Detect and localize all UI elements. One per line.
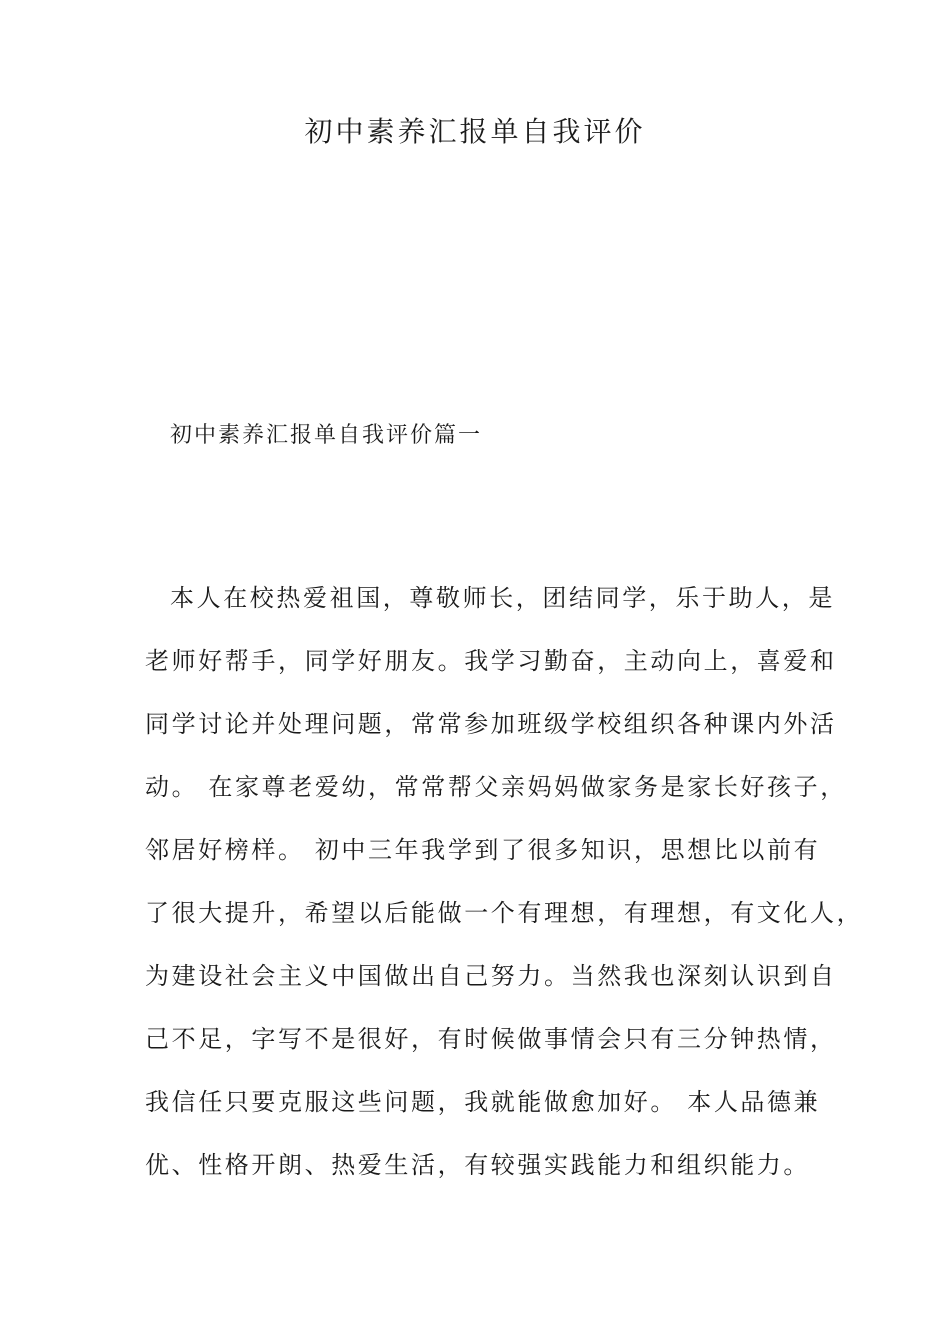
paragraph-line-2: 老师好帮手，同学好朋友。我学习勤奋，主动向上，喜爱和 bbox=[145, 647, 837, 675]
paragraph-line-8: 己不足，字写不是很好，有时候做事情会只有三分钟热情， bbox=[145, 1025, 837, 1053]
document-title: 初中素养汇报单自我评价 bbox=[304, 115, 646, 148]
paragraph-line-6: 了很大提升，希望以后能做一个有理想，有理想，有文化人， bbox=[145, 899, 864, 927]
paragraph-line-5: 邻居好榜样。 初中三年我学到了很多知识，思想比以前有 bbox=[145, 836, 821, 864]
paragraph-line-7: 为建设社会主义中国做出自己努力。当然我也深刻认识到自 bbox=[145, 962, 837, 990]
paragraph-line-4: 动。 在家尊老爱幼，常常帮父亲妈妈做家务是家长好孩子， bbox=[145, 773, 847, 801]
paragraph-line-1: 本人在校热爱祖国，尊敬师长，团结同学，乐于助人，是 bbox=[170, 584, 835, 612]
section-heading: 初中素养汇报单自我评价篇一 bbox=[170, 423, 483, 448]
paragraph-line-10: 优、性格开朗、热爱生活，有较强实践能力和组织能力。 bbox=[145, 1151, 810, 1179]
paragraph-line-9: 我信任只要克服这些问题，我就能做愈加好。 本人品德兼 bbox=[145, 1088, 821, 1116]
paragraph-line-3: 同学讨论并处理问题，常常参加班级学校组织各种课内外活 bbox=[145, 710, 837, 738]
